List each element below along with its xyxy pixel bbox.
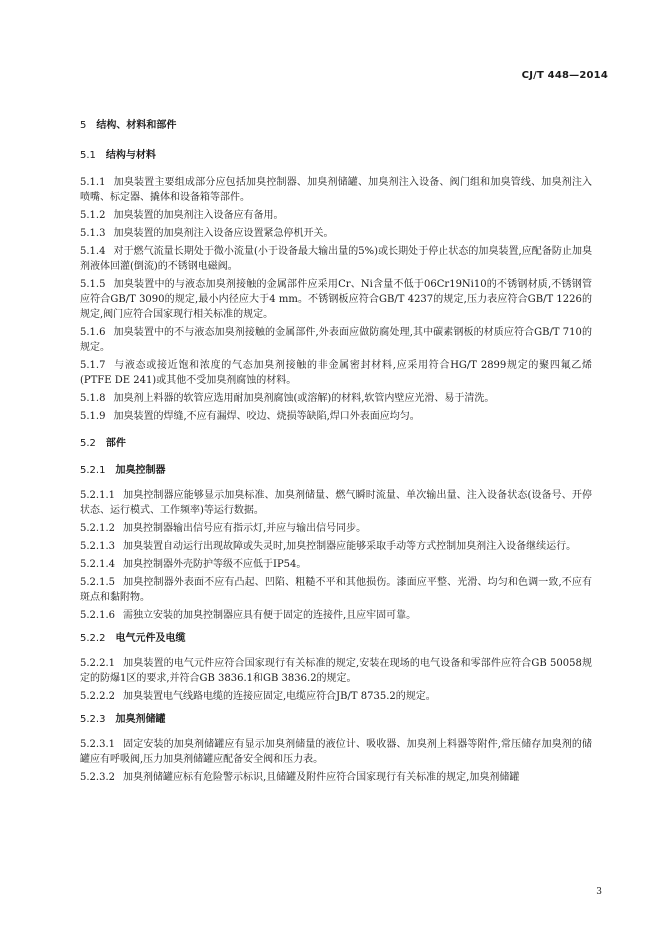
clause: 5.1.5 加臭装置中的与液态加臭剂接触的金属部件应采用Cr、Ni含量不低于06Cr19Ni10的不锈钢材质,不锈钢管应符合GB/T 3090的规定,最小内径应大于4 mm。不锈钢板应符合GB/T 4237的规定,压力表应符合GB/T 1226的规定,阀门应符合国家现行相关标准的规定。 bbox=[80, 279, 592, 320]
clause: 5.2.2.2 加臭装置电气线路电缆的连接应固定,电缆应符合JB/T 8735.2的规定。 bbox=[80, 691, 436, 702]
clause: 5.2.1.4 加臭控制器外壳防护等级不应低于IP54。 bbox=[80, 559, 307, 570]
clause: 5.1.3 加臭装置的加臭剂注入设备应设置紧急停机开关。 bbox=[80, 228, 334, 239]
clause: 5.2.1.3 加臭装置自动运行出现故障或失灵时,加臭控制器应能够采取手动等方式控制加臭剂注入设备继续运行。 bbox=[80, 541, 577, 552]
clause: 5.2.3.2 加臭剂储罐应标有危险警示标识,且储罐及附件应符合国家现行有关标准的规定,加臭剂储罐 bbox=[80, 772, 520, 783]
clause: 5.1.9 加臭装置的焊缝,不应有漏焊、咬边、烧损等缺陷,焊口外表面应均匀。 bbox=[80, 411, 420, 422]
clause: 5.1.6 加臭装置中的不与液态加臭剂接触的金属部件,外表面应做防腐处理,其中碳素钢板的材质应符合GB/T 710的规定。 bbox=[80, 327, 592, 353]
clause: 5.1.2 加臭装置的加臭剂注入设备应有备用。 bbox=[80, 210, 284, 221]
clause: 5.2.2.1 加臭装置的电气元件应符合国家现行有关标准的规定,安装在现场的电气设备和零部件应符合GB 50058规定的防爆1区的要求,并符合GB 3836.1和GB 3836.2的规定。 bbox=[80, 658, 592, 684]
clause: 5.1.7 与液态或接近饱和浓度的气态加臭剂接触的非金属密封材料,应采用符合HG/T 2899规定的聚四氟乙烯(PTFE DE 241)或其他不受加臭剂腐蚀的材料。 bbox=[80, 360, 592, 386]
clause: 5.2.1.6 需独立安装的加臭控制器应具有便于固定的连接件,且应牢固可靠。 bbox=[80, 610, 417, 621]
standard-code: CJ/T 448—2014 bbox=[521, 70, 608, 81]
clause: 5.1.4 对于燃气流量长期处于微小流量(小于设备最大输出量的5%)或长期处于停止状态的加臭装置,应配备防止加臭剂液体回灌(倒流)的不锈钢电磁阀。 bbox=[80, 246, 592, 272]
subsubsection-heading: 5.2.3 加臭剂储罐 bbox=[80, 714, 166, 725]
document-body bbox=[80, 118, 592, 788]
page-number: 3 bbox=[596, 887, 602, 897]
subsection-heading: 5.1 结构与材料 bbox=[80, 150, 156, 161]
clause: 5.2.3.1 固定安装的加臭剂储罐应有显示加臭剂储量的液位计、吸收器、加臭剂上料器等附件,常压储存加臭剂的储罐应有呼吸阀,压力加臭剂储罐应配备安全阀和压力表。 bbox=[80, 739, 592, 765]
clause: 5.2.1.2 加臭控制器输出信号应有指示灯,并应与输出信号同步。 bbox=[80, 523, 367, 534]
clause: 5.1.1 加臭装置主要组成部分应包括加臭控制器、加臭剂储罐、加臭剂注入设备、阀门组和加臭管线、加臭剂注入喷嘴、标定器、撬体和设备箱等部件。 bbox=[80, 177, 592, 203]
subsection-heading: 5.2 部件 bbox=[80, 438, 126, 449]
clause: 5.2.1.1 加臭控制器应能够显示加臭标准、加臭剂储量、燃气瞬时流量、单次输出量、注入设备状态(设备号、开停状态、运行模式、工作频率)等运行数据。 bbox=[80, 490, 592, 516]
clause: 5.1.8 加臭剂上料器的软管应选用耐加臭剂腐蚀(或溶解)的材料,软管内壁应光滑、易于清洗。 bbox=[80, 393, 495, 404]
subsubsection-heading: 5.2.1 加臭控制器 bbox=[80, 465, 166, 476]
section-heading: 5 结构、材料和部件 bbox=[80, 120, 177, 131]
clause: 5.2.1.5 加臭控制器外表面不应有凸起、凹陷、粗糙不平和其他损伤。漆面应平整、光滑、均匀和色调一致,不应有斑点和黏附物。 bbox=[80, 577, 592, 603]
subsubsection-heading: 5.2.2 电气元件及电缆 bbox=[80, 633, 186, 644]
